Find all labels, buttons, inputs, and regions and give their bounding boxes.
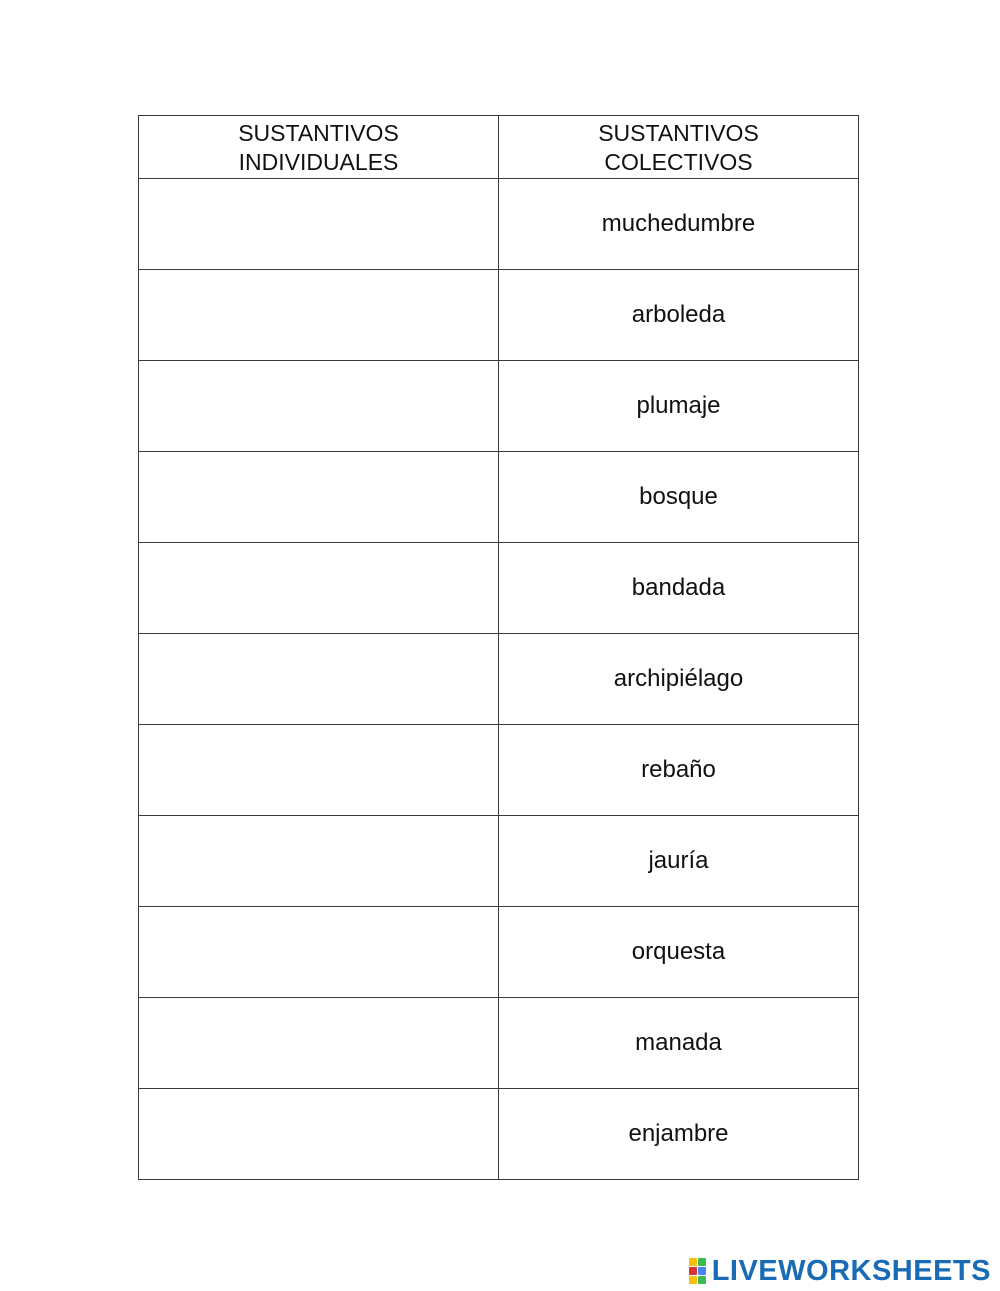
liveworksheets-brand — [689, 1255, 991, 1287]
table-row — [139, 361, 859, 452]
individual-answer-cell[interactable] — [139, 907, 499, 998]
header-collective-line-1: SUSTANTIVOS — [598, 120, 759, 146]
collective-noun-cell: enjambre — [499, 1089, 859, 1180]
individual-answer-cell[interactable] — [139, 816, 499, 907]
header-collective — [499, 116, 859, 179]
logo-block-2 — [698, 1258, 706, 1266]
header-individual-line-2: INDIVIDUALES — [238, 149, 399, 175]
logo-block-1 — [689, 1258, 697, 1266]
individual-answer-cell[interactable] — [139, 270, 499, 361]
logo-block-5 — [689, 1276, 697, 1284]
table-row — [139, 179, 859, 270]
collective-noun-cell: orquesta — [499, 907, 859, 998]
collective-noun-cell: manada — [499, 998, 859, 1089]
individual-answer-cell[interactable] — [139, 179, 499, 270]
header-individual-line-1: SUSTANTIVOS — [238, 120, 399, 146]
table-row — [139, 907, 859, 998]
table-row — [139, 543, 859, 634]
brand-name: LIVEWORKSHEETS — [711, 1255, 991, 1287]
header-individual — [139, 116, 499, 179]
table-row — [139, 270, 859, 361]
collective-noun-cell: plumaje — [499, 361, 859, 452]
individual-answer-cell[interactable] — [139, 634, 499, 725]
collective-noun-cell: rebaño — [499, 725, 859, 816]
header-row — [139, 116, 859, 179]
logo-block-3 — [689, 1267, 697, 1275]
collective-noun-cell: bosque — [499, 452, 859, 543]
table-row — [139, 1089, 859, 1180]
collective-noun-cell: archipiélago — [499, 634, 859, 725]
logo-block-4 — [698, 1267, 706, 1275]
individual-answer-cell[interactable] — [139, 725, 499, 816]
table-row — [139, 634, 859, 725]
individual-answer-cell[interactable] — [139, 361, 499, 452]
collective-noun-cell: bandada — [499, 543, 859, 634]
table-row — [139, 816, 859, 907]
individual-answer-cell[interactable] — [139, 543, 499, 634]
collective-noun-cell: arboleda — [499, 270, 859, 361]
collective-noun-cell: jauría — [499, 816, 859, 907]
table-row — [139, 998, 859, 1089]
collective-noun-cell: muchedumbre — [499, 179, 859, 270]
nouns-table — [138, 115, 859, 1180]
individual-answer-cell[interactable] — [139, 998, 499, 1089]
table-row — [139, 452, 859, 543]
individual-answer-cell[interactable] — [139, 1089, 499, 1180]
table-row — [139, 725, 859, 816]
header-collective-line-2: COLECTIVOS — [604, 149, 753, 175]
logo-block-6 — [698, 1276, 706, 1284]
individual-answer-cell[interactable] — [139, 452, 499, 543]
liveworksheets-logo-icon — [689, 1258, 706, 1284]
